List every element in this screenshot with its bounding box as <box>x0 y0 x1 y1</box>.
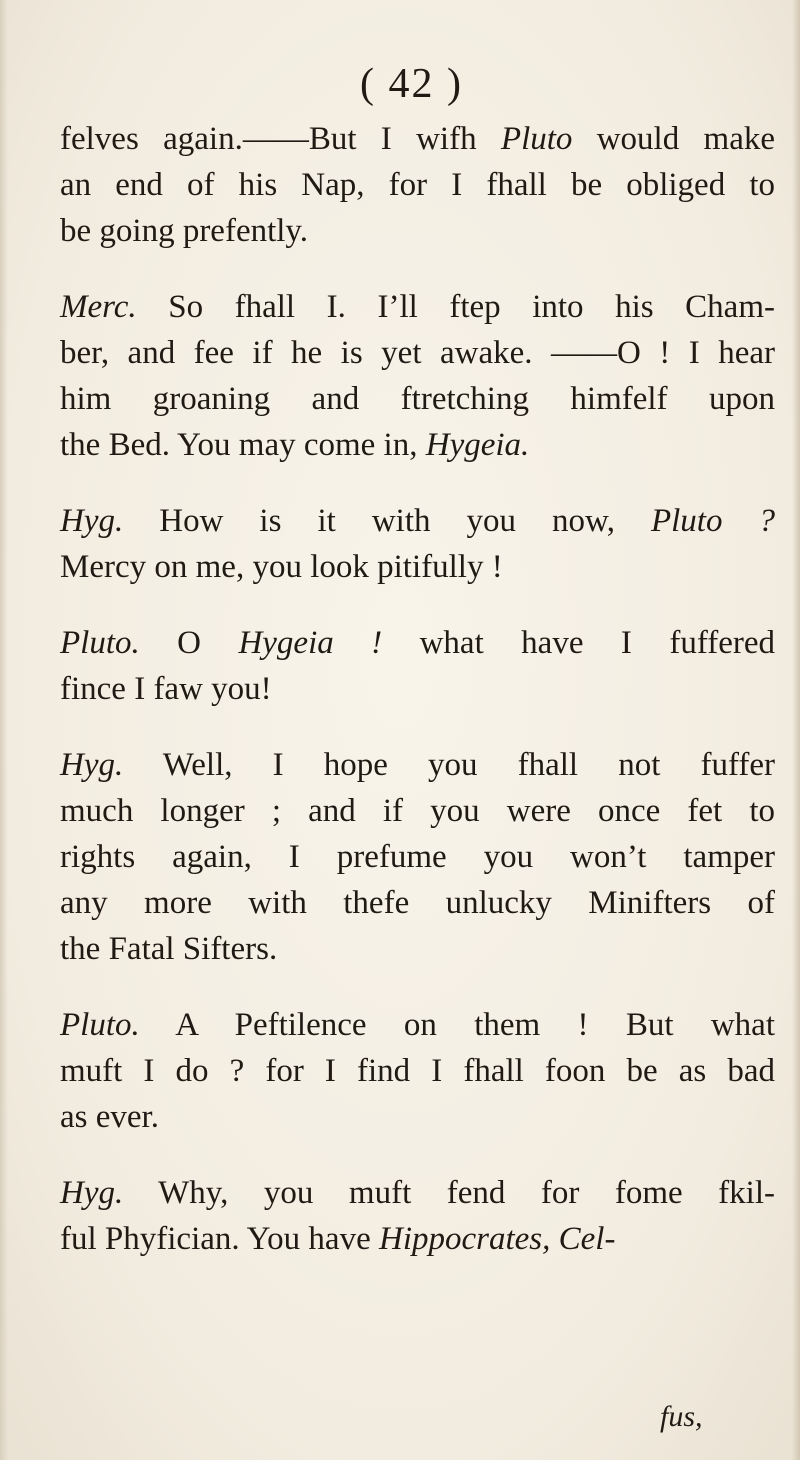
text-segment: So fhall I. I’ll ftep into his Cham- <box>136 289 775 325</box>
italic-segment: Hygeia ! <box>238 625 383 661</box>
text-segment: as ever. <box>60 1099 159 1135</box>
paragraph <box>60 620 775 712</box>
text-line <box>60 1002 775 1048</box>
text-segment: would make <box>572 121 775 157</box>
italic-segment: Hippocrates, <box>378 1221 551 1257</box>
text-segment: the Bed. You may come in, <box>60 427 426 463</box>
text-segment: How is it with you now, <box>123 503 651 539</box>
text-segment: Why, you muft fend for fome fkil- <box>123 1175 775 1211</box>
body-text <box>60 116 775 1292</box>
text-line <box>60 880 775 926</box>
text-segment: A Peftilence on them ! But what <box>139 1007 775 1043</box>
text-line <box>60 742 775 788</box>
text-segment: fince I faw you! <box>60 671 272 707</box>
text-line <box>60 834 775 880</box>
text-line <box>60 1216 775 1262</box>
text-line <box>60 1048 775 1094</box>
text-line <box>60 208 775 254</box>
text-segment: rights again, I prefume you won’t tamper <box>60 839 775 875</box>
text-segment: O <box>139 625 239 661</box>
text-line <box>60 544 775 590</box>
text-line <box>60 788 775 834</box>
paragraph <box>60 1170 775 1262</box>
italic-segment: Hyg. <box>60 747 124 783</box>
italic-segment: Merc. <box>60 289 137 325</box>
text-segment: Mercy on me, you look pitifully ! <box>60 549 503 585</box>
text-line <box>60 620 775 666</box>
text-line <box>60 162 775 208</box>
paragraph <box>60 742 775 972</box>
text-line <box>60 116 775 162</box>
text-line <box>60 1170 775 1216</box>
text-line <box>60 422 775 468</box>
italic-segment: Pluto <box>500 121 573 157</box>
italic-segment: Pluto. <box>60 625 140 661</box>
text-segment: be going prefently. <box>60 213 309 249</box>
text-segment: muft I do ? for I find I fhall foon be as bad <box>60 1053 775 1089</box>
text-segment: ber, and fee if he is yet awake. ——O ! I hear <box>60 335 775 371</box>
paragraph <box>60 284 775 468</box>
text-segment: an end of his Nap, for I fhall be obliged to <box>60 167 775 203</box>
text-line <box>60 330 775 376</box>
catchword: fus, <box>660 1400 703 1433</box>
italic-segment: Hygeia. <box>425 427 530 463</box>
text-line <box>60 498 775 544</box>
page-left-edge-shadow <box>0 0 8 1460</box>
page-right-edge-shadow <box>792 0 800 1460</box>
text-line <box>60 1094 775 1140</box>
text-line <box>60 926 775 972</box>
paragraph <box>60 116 775 254</box>
text-segment: any more with thefe unlucky Minifters of <box>60 885 775 921</box>
text-line <box>60 376 775 422</box>
text-segment: what have I fuffered <box>382 625 775 661</box>
paragraph <box>60 498 775 590</box>
text-segment: Well, I hope you fhall not fuffer <box>123 747 775 783</box>
text-segment: the Fatal Sifters. <box>60 931 278 967</box>
italic-segment: Pluto. <box>60 1007 140 1043</box>
text-segment: ful Phyfician. You have <box>60 1221 379 1257</box>
text-segment: him groaning and ftretching himfelf upon <box>60 381 775 417</box>
italic-segment: Pluto ? <box>650 503 775 539</box>
paragraph <box>60 1002 775 1140</box>
italic-segment: Cel- <box>558 1221 616 1257</box>
italic-segment: Hyg. <box>60 1175 124 1211</box>
text-line <box>60 284 775 330</box>
text-segment: felves again.——But I wifh <box>60 121 501 157</box>
text-segment: much longer ; and if you were once fet to <box>60 793 775 829</box>
text-segment <box>550 1221 558 1257</box>
italic-segment: Hyg. <box>60 503 124 539</box>
page-number: ( 42 ) <box>360 61 463 107</box>
text-line <box>60 666 775 712</box>
